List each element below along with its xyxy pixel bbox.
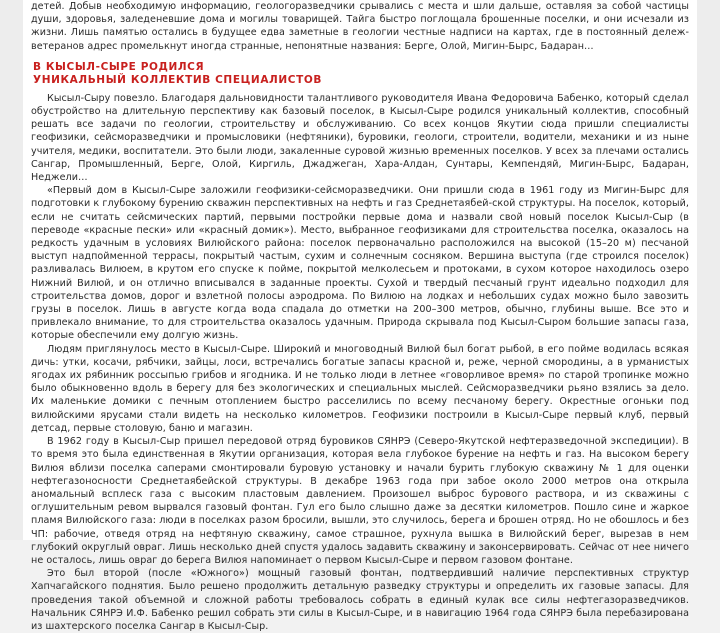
paragraph-4: В 1962 году в Кысыл-Сыр пришел передовой отряд буровиков СЯНРЭ (Северо-Якутской нефтеразведочной экспедиции). В то время это была единственная в Якутии организация, которая вела глубокое бурение на нефть и газ. На высоком берегу Вилюя вблизи поселка саперами смонтировали буровую установку и начали бурить глубокую скважину № 1 для оценки нефтегазоносности Среднетаябейской структуры. В декабре 1963 года при забое около 2000 метров она открыла аномальный всплеск газа с высоким пластовым давлением. Произошел выброс бурового раствора, и из скважины с оглушительным ревом вырвался газовый фонтан. Гул его было слышно даже за десятки километров. Пошло сине и жаркое пламя Вилюйского газа: люди в поселках разом бросили, вышли, это случилось, берега и брошен отряд. Но не обошлось и без ЧП: рабочие, отведя отряд на нефтяную скважину, самое страшное, рухнула вышка в Вилюйский берег, вырезав в нем глубокий округлый овраг. Лишь несколько дней спустя удалось задавить скважину и законсервировать. Сейчас от нее ничего не осталось, лишь овраг до берега Вилюя напоминает о первом Кысыл-Сыре и первом газовом фонтане. xyxy=(31,436,689,566)
section-heading xyxy=(33,61,689,87)
document-page xyxy=(23,0,697,632)
page-margin-left xyxy=(0,0,23,540)
section-heading-line-2: УНИКАЛЬНЫЙ КОЛЛЕКТИВ СПЕЦИАЛИСТОВ xyxy=(33,73,322,86)
page-margin-right xyxy=(697,0,720,540)
paragraph-1: Кысыл-Сыру повезло. Благодаря дальновидности талантливого руководителя Ивана Федоровича Бабенко, который сделал обустройство на длительную перспективу как базовый поселок, в Кысыл-Сыре родился уникальный коллектив, способный решать все задачи по геологии, строительству и обслуживанию. Со всех концов Якутии сюда пришли специалисты геофизики, сейсморазведчики и промысловики (нефтяники), буровики, геологи, строители, водители, механики и из ныне учителя, медики, воспитатели. Это были люди, закаленные суровой жизнью временных поселков. У всех за плечами остались Сангар, Промышленный, Берге, Олой, Киргиль, Джаджеган, Хара-Алдан, Сунтары, Кемпендяй, Мигин-Бырс, Бадаран, Неджели… xyxy=(31,92,689,184)
intro-paragraph: детей. Добыв необходимую информацию, геологоразведчики срывались с места и шли дальше, оставляя за собой частицы души, здоровья, заледеневшие дома и могилы товарищей. Тайга быстро поглощала брошенные поселки, и они исчезали из жизни. Лишь памятью остались в будущее едва заметные в геологии честные надписи на картах, где в постоянный дележ-ветеранов адрес промелькнут иногда странные, непонятные названия: Берге, Олой, Мигин-Бырс, Бадаран… xyxy=(31,1,689,52)
section-heading-line-1: В КЫСЫЛ-СЫРЕ РОДИЛСЯ xyxy=(33,60,205,73)
paragraph-5: Это был второй (после «Южного») мощный газовый фонтан, подтвердивший наличие перспективных структур Хапчагайского поднятия. Было решено продолжить детальную разведку структуры и определить их газовые запасы. Для проведения такой объемной и сложной работы требовалось собрать в единый кулак все силы нефтегазоразведчиков. Начальник СЯНРЭ И.Ф. Бабенко решил собрать эти силы в Кысыл-Сыре, и в навигацию 1964 года СЯНРЭ была перебазирована из шахтерского поселка Сангар в Кысыл-Сыр. xyxy=(31,568,689,632)
article-column xyxy=(31,0,689,633)
paragraph-2: «Первый дом в Кысыл-Сыре заложили геофизики-сейсморазведчики. Они пришли сюда в 1961 году из Мигин-Бырс для подготовки к глубокому бурению скважин перспективных на нефть и газ Среднетаябей-ской структуры. На поселок, который, если не считать сейсмических партий, первыми постройки первые дома и назвали свой новый поселок Кысыл-Сыр (в переводе «красные пески» или «красный домик»). Место, выбранное геофизиками для строительства поселка, оказалось на редкость удачным в условиях Вилюйского района: поселок первоначально расположился на высокой (15–20 м) песчаной выступ надпойменной террасы, покрытый частым, сухим и солнечным сосняком. Вершина выступа (где строился поселок) разливалась Вилюем, в крутом его спуске к пойме, покрытой мелколесьем и протоками, в сухом которое находилось озеро Нижний Вилюй, и он отлично вписывался в заданные проекты. Сухой и твердый песчаный грунт идеально подходил для строительства домов, дорог и взлетной полосы аэродрома. По Вилюю на лодках и небольших судах можно было завозить грузы в поселок. Лишь в августе когда вода спадала до отметки на 200–300 метров, обычно, глубины выше. Все это и привлекало внимание, то для строительства оказалось удачным. Природа скрывала под Кысыл-Сыром большие запасы газа, которые обеспечили ему долгую жизнь. xyxy=(31,185,690,342)
paragraph-3: Людям приглянулось место в Кысыл-Сыре. Широкий и многоводный Вилюй был богат рыбой, в его пойме водилась всякая дичь: утки, косачи, рябчики, зайцы, лоси, встречались богатые запасы красной и, реже, черной смородины, а в урманистых ягодах их рябинник россыпью грибов и ягодника. И не только люди в летнее «говорливое время» по старой тропинке можно было обыкновенно вдоль в берегу для без экологических и специальных мыслей. Сейсморазведчики рьяно взялись за дело. Их маленькие домики с печным отоплением быстро расселились по всему песчаному берегу. Окрестные огоньки под вилюйскими ярусами стали видеть на несколько километров. Геофизики построили в Кысыл-Сыре первый клуб, первый детсад, первые столовую, баню и магазин. xyxy=(31,343,689,434)
